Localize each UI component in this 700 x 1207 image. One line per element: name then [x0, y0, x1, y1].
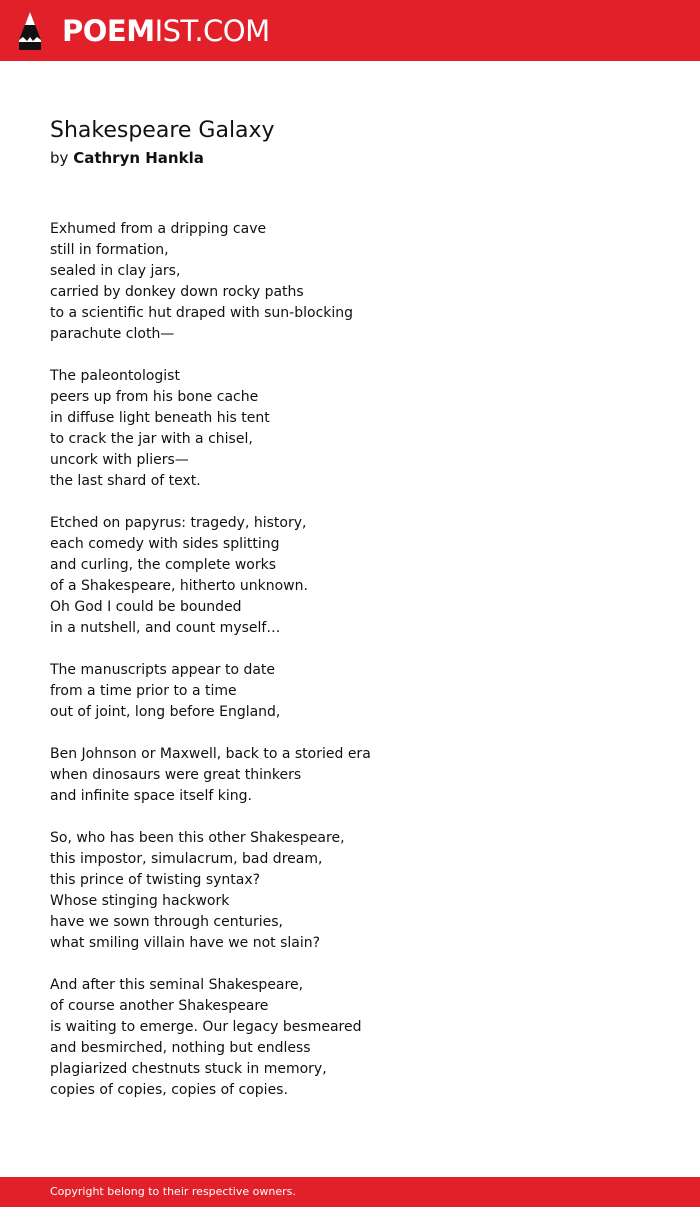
brand-bold-text: POEM — [62, 14, 155, 48]
poem-line: is waiting to emerge. Our legacy besmeared — [50, 1019, 362, 1035]
poem-line: The manuscripts appear to date — [50, 662, 276, 678]
poem-line: in diffuse light beneath his tent — [50, 410, 270, 426]
poem-line: to a scientific hut draped with sun-blocking — [50, 305, 354, 321]
poem-stanza — [50, 660, 650, 723]
poem-line: of a Shakespeare, hitherto unknown. — [50, 578, 308, 594]
poem-line: and infinite space itself king. — [50, 788, 252, 804]
site-header — [0, 0, 700, 61]
poem-line: Whose stinging hackwork — [50, 893, 230, 909]
poem-line: So, who has been this other Shakespeare, — [50, 830, 345, 846]
poem-line: and besmirched, nothing but endless — [50, 1040, 311, 1056]
poem-line: from a time prior to a time — [50, 683, 237, 699]
poem-line: Etched on papyrus: tragedy, history, — [50, 515, 307, 531]
poem-stanza — [50, 219, 650, 345]
poem-line: out of joint, long before England, — [50, 704, 281, 720]
brand-light-text: IST.COM — [154, 14, 270, 48]
poem-stanza — [50, 828, 650, 954]
poem-line: of course another Shakespeare — [50, 998, 269, 1014]
site-footer — [0, 1177, 700, 1207]
poem-line: this prince of twisting syntax? — [50, 872, 261, 888]
poem-line: what smiling villain have we not slain? — [50, 935, 321, 951]
poem-line: this impostor, simulacrum, bad dream, — [50, 851, 323, 867]
poem-line: when dinosaurs were great thinkers — [50, 767, 302, 783]
poem-stanza — [50, 975, 650, 1101]
poem-stanza — [50, 513, 650, 639]
poem-stanza — [50, 744, 650, 807]
pencil-tip-icon[interactable] — [17, 10, 43, 52]
poem-stanza — [50, 366, 650, 492]
poem-line: carried by donkey down rocky paths — [50, 284, 304, 300]
poem-line: to crack the jar with a chisel, — [50, 431, 253, 447]
poem-line: Ben Johnson or Maxwell, back to a storied era — [50, 746, 371, 762]
poem-line: have we sown through centuries, — [50, 914, 283, 930]
poem-line: sealed in clay jars, — [50, 263, 181, 279]
poem-title: Shakespeare Galaxy — [50, 118, 275, 143]
poem-line: uncork with pliers— — [50, 452, 189, 468]
poem-line: plagiarized chestnuts stuck in memory, — [50, 1061, 327, 1077]
poem-line: and curling, the complete works — [50, 557, 276, 573]
byline — [50, 148, 204, 168]
author-name: Cathryn Hankla — [73, 149, 204, 167]
copyright-text: Copyright belong to their respective owners. — [50, 1185, 296, 1198]
by-label: by — [50, 149, 69, 167]
poem-line: in a nutshell, and count myself… — [50, 620, 281, 636]
poem-line: And after this seminal Shakespeare, — [50, 977, 304, 993]
poem-line: still in formation, — [50, 242, 169, 258]
poem-line: parachute cloth— — [50, 326, 175, 342]
poem-line: The paleontologist — [50, 368, 180, 384]
poem-line: each comedy with sides splitting — [50, 536, 280, 552]
site-logo-link[interactable] — [62, 14, 270, 48]
poem-line: Exhumed from a dripping cave — [50, 221, 267, 237]
poem-body — [50, 219, 650, 1122]
poem-line: the last shard of text. — [50, 473, 201, 489]
poem-line: Oh God I could be bounded — [50, 599, 242, 615]
poem-line: peers up from his bone cache — [50, 389, 259, 405]
poem-line: copies of copies, copies of copies. — [50, 1082, 288, 1098]
